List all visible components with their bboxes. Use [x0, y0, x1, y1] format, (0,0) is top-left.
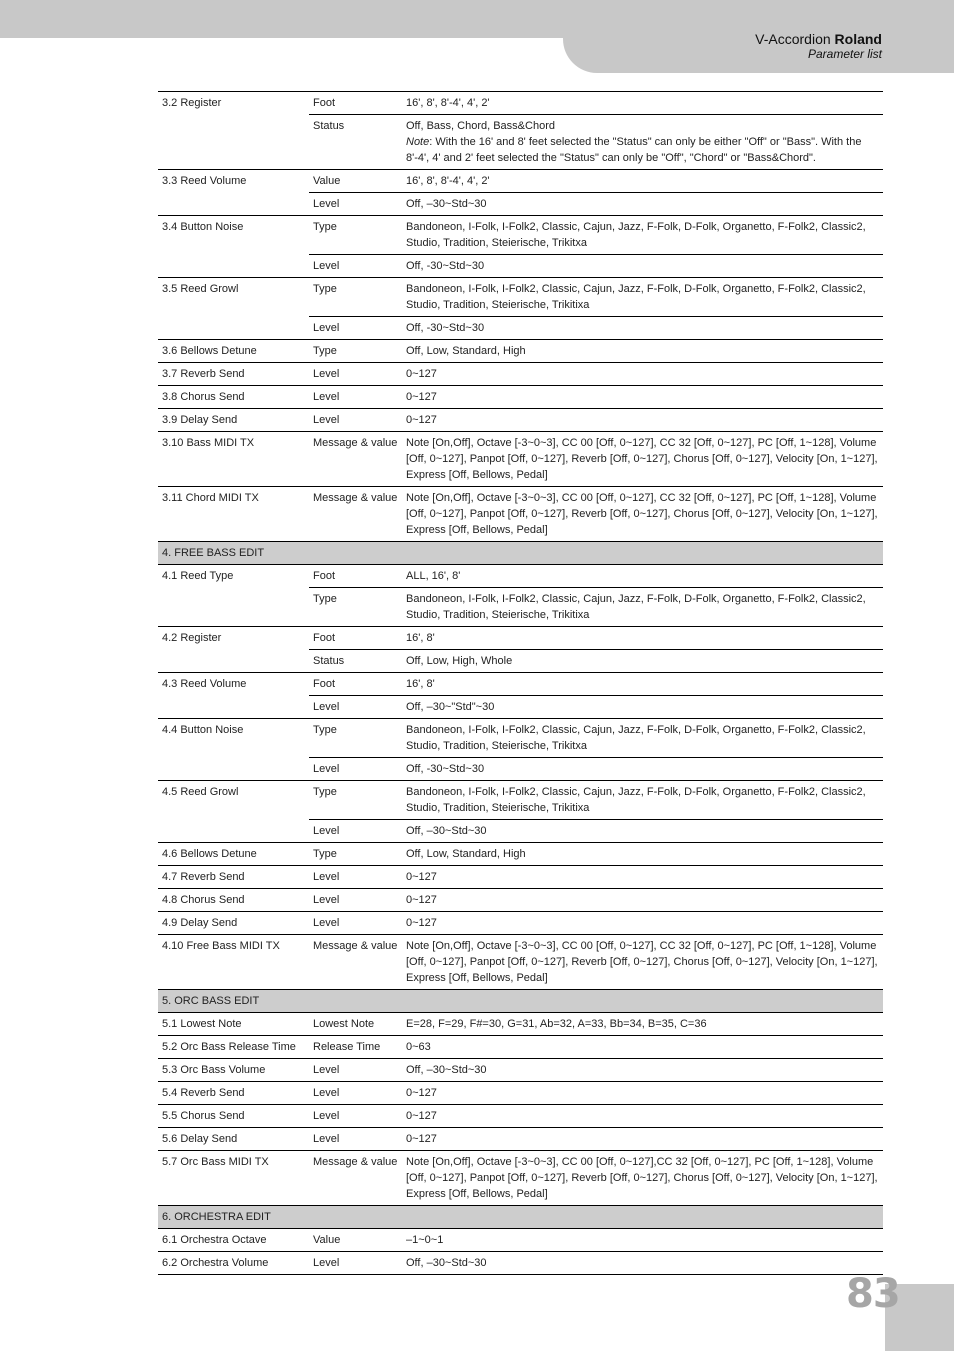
parameter-values-cell: Off, –30~Std~30 [402, 1252, 883, 1275]
parameter-field-cell: Level [309, 386, 402, 409]
table-row [158, 317, 883, 340]
parameter-name-cell: 4.7 Reverb Send [158, 866, 309, 889]
parameter-values-cell: Bandoneon, I-Folk, I-Folk2, Classic, Cajun, Jazz, F-Folk, D-Folk, Organetto, F-Folk2, Classic2, Studio, Tradition, Steierische, Trikitixa [402, 781, 883, 820]
parameter-values-cell: Off, –30~"Std"~30 [402, 696, 883, 719]
parameter-table-body [158, 92, 883, 1275]
parameter-name-cell [158, 588, 309, 627]
parameter-name-cell: 3.3 Reed Volume [158, 170, 309, 193]
parameter-field-cell: Type [309, 781, 402, 820]
brand-logo: Roland [834, 31, 882, 47]
parameter-field-cell: Type [309, 340, 402, 363]
parameter-values-cell: E=28, F=29, F#=30, G=31, Ab=32, A=33, Bb=34, B=35, C=36 [402, 1013, 883, 1036]
section-title: 6. ORCHESTRA EDIT [158, 1206, 883, 1229]
parameter-table [158, 91, 883, 1275]
parameter-field-cell: Foot [309, 627, 402, 650]
parameter-field-cell: Value [309, 170, 402, 193]
parameter-name-cell: 5.2 Orc Bass Release Time [158, 1036, 309, 1059]
table-row [158, 1013, 883, 1036]
parameter-field-cell: Foot [309, 92, 402, 115]
parameter-values-cell: ALL, 16', 8' [402, 565, 883, 588]
table-row [158, 843, 883, 866]
parameter-values-cell: 0~127 [402, 866, 883, 889]
parameter-name-cell: 4.2 Register [158, 627, 309, 650]
page-number: 83 [846, 1271, 900, 1317]
parameter-values-cell: 0~127 [402, 889, 883, 912]
table-row [158, 92, 883, 115]
table-row [158, 588, 883, 627]
parameter-field-cell: Level [309, 1252, 402, 1275]
table-row [158, 719, 883, 758]
parameter-values-cell: Off, -30~Std~30 [402, 758, 883, 781]
table-row [158, 216, 883, 255]
section-title: 4. FREE BASS EDIT [158, 542, 883, 565]
parameter-name-cell: 4.8 Chorus Send [158, 889, 309, 912]
table-row [158, 432, 883, 487]
parameter-values-cell: Off, -30~Std~30 [402, 255, 883, 278]
parameter-field-cell: Type [309, 719, 402, 758]
table-row [158, 1128, 883, 1151]
table-row [158, 1105, 883, 1128]
table-row [158, 696, 883, 719]
parameter-name-cell [158, 820, 309, 843]
parameter-name-cell: 3.2 Register [158, 92, 309, 115]
parameter-values-cell: Note [On,Off], Octave [-3~0~3], CC 00 [Off, 0~127], CC 32 [Off, 0~127], PC [Off, 1~128], Volume [Off, 0~127], Panpot [Off, 0~127], Reverb [Off, 0~127], Chorus [Off, 0~127], Velocity [On, 1~127], Express [Off, Bellows, Pedal] [402, 935, 883, 990]
parameter-values-cell: 0~127 [402, 386, 883, 409]
parameter-field-cell: Level [309, 409, 402, 432]
table-row [158, 115, 883, 170]
parameter-name-cell: 4.5 Reed Growl [158, 781, 309, 820]
parameter-values-cell: 16', 8', 8'-4', 4', 2' [402, 170, 883, 193]
table-row [158, 487, 883, 542]
table-row [158, 935, 883, 990]
parameter-field-cell: Release Time [309, 1036, 402, 1059]
parameter-name-cell: 6.2 Orchestra Volume [158, 1252, 309, 1275]
parameter-values-cell: 0~127 [402, 409, 883, 432]
parameter-name-cell: 6.1 Orchestra Octave [158, 1229, 309, 1252]
parameter-field-cell: Level [309, 255, 402, 278]
parameter-field-cell: Message & value [309, 1151, 402, 1206]
parameter-field-cell: Type [309, 843, 402, 866]
parameter-values-cell: Note [On,Off], Octave [-3~0~3], CC 00 [Off, 0~127], CC 32 [Off, 0~127], PC [Off, 1~128], Volume [Off, 0~127], Panpot [Off, 0~127], Reverb [Off, 0~127], Chorus [Off, 0~127], Velocity [On, 1~127], Express [Off, Bellows, Pedal] [402, 487, 883, 542]
parameter-name-cell [158, 696, 309, 719]
table-row [158, 386, 883, 409]
parameter-field-cell: Level [309, 889, 402, 912]
table-row [158, 1151, 883, 1206]
note-label: Note [406, 136, 430, 148]
parameter-values-cell: Note [On,Off], Octave [-3~0~3], CC 00 [Off, 0~127],CC 32 [Off, 0~127], PC [Off, 1~128], Volume [Off, 0~127], Panpot [Off, 0~127], Reverb [Off, 0~127], Chorus [Off, 0~127], Velocity [On, 1~127], Express [Off, Bellows, Pedal] [402, 1151, 883, 1206]
parameter-name-cell [158, 255, 309, 278]
note-text [406, 134, 879, 166]
section-title: 5. ORC BASS EDIT [158, 990, 883, 1013]
parameter-field-cell: Level [309, 317, 402, 340]
parameter-name-cell: 4.4 Button Noise [158, 719, 309, 758]
parameter-values-cell: 0~127 [402, 363, 883, 386]
parameter-name-cell: 3.9 Delay Send [158, 409, 309, 432]
parameter-values-cell [402, 115, 883, 170]
parameter-name-cell: 3.11 Chord MIDI TX [158, 487, 309, 542]
parameter-name-cell: 4.9 Delay Send [158, 912, 309, 935]
table-row [158, 758, 883, 781]
table-row [158, 866, 883, 889]
parameter-field-cell: Level [309, 866, 402, 889]
parameter-field-cell: Foot [309, 565, 402, 588]
parameter-values-text: Off, Bass, Chord, Bass&Chord [406, 120, 555, 132]
parameter-values-cell: Off, Low, Standard, High [402, 843, 883, 866]
parameter-field-cell: Message & value [309, 432, 402, 487]
table-row [158, 627, 883, 650]
table-row [158, 1229, 883, 1252]
parameter-name-cell: 5.5 Chorus Send [158, 1105, 309, 1128]
parameter-values-cell: 0~127 [402, 1105, 883, 1128]
parameter-field-cell: Level [309, 1128, 402, 1151]
parameter-field-cell: Type [309, 588, 402, 627]
parameter-field-cell: Level [309, 758, 402, 781]
section-header-row [158, 990, 883, 1013]
table-row [158, 1082, 883, 1105]
table-row [158, 278, 883, 317]
parameter-field-cell: Status [309, 115, 402, 170]
parameter-name-cell [158, 115, 309, 170]
parameter-name-cell: 3.10 Bass MIDI TX [158, 432, 309, 487]
parameter-values-cell: 0~127 [402, 1082, 883, 1105]
table-row [158, 650, 883, 673]
parameter-name-cell: 4.3 Reed Volume [158, 673, 309, 696]
parameter-field-cell: Level [309, 912, 402, 935]
parameter-values-cell: Off, –30~Std~30 [402, 193, 883, 216]
table-row [158, 170, 883, 193]
section-header-row [158, 542, 883, 565]
parameter-name-cell: 4.6 Bellows Detune [158, 843, 309, 866]
parameter-values-cell: Off, Low, Standard, High [402, 340, 883, 363]
parameter-name-cell [158, 193, 309, 216]
parameter-field-cell: Lowest Note [309, 1013, 402, 1036]
table-row [158, 255, 883, 278]
parameter-field-cell: Type [309, 278, 402, 317]
parameter-name-cell: 5.6 Delay Send [158, 1128, 309, 1151]
parameter-values-cell: 16', 8' [402, 673, 883, 696]
parameter-field-cell: Level [309, 1059, 402, 1082]
parameter-field-cell: Value [309, 1229, 402, 1252]
parameter-values-cell: –1~0~1 [402, 1229, 883, 1252]
header-subtitle: Parameter list [807, 47, 882, 61]
table-row [158, 1252, 883, 1275]
parameter-values-cell: Bandoneon, I-Folk, I-Folk2, Classic, Cajun, Jazz, F-Folk, D-Folk, Organetto, F-Folk2, Classic2, Studio, Tradition, Steierische, Trikitxa [402, 216, 883, 255]
product-name: V-Accordion [755, 31, 831, 47]
table-row [158, 1036, 883, 1059]
parameter-field-cell: Foot [309, 673, 402, 696]
parameter-values-cell: Off, –30~Std~30 [402, 1059, 883, 1082]
table-row [158, 781, 883, 820]
parameter-name-cell: 5.7 Orc Bass MIDI TX [158, 1151, 309, 1206]
parameter-name-cell: 3.5 Reed Growl [158, 278, 309, 317]
parameter-name-cell [158, 317, 309, 340]
parameter-name-cell [158, 758, 309, 781]
parameter-field-cell: Type [309, 216, 402, 255]
table-row [158, 889, 883, 912]
parameter-name-cell: 5.1 Lowest Note [158, 1013, 309, 1036]
table-row [158, 912, 883, 935]
table-row [158, 409, 883, 432]
parameter-field-cell: Message & value [309, 935, 402, 990]
header-brand [755, 31, 882, 47]
parameter-field-cell: Status [309, 650, 402, 673]
parameter-field-cell: Level [309, 1082, 402, 1105]
parameter-field-cell: Level [309, 696, 402, 719]
parameter-values-cell: Bandoneon, I-Folk, I-Folk2, Classic, Cajun, Jazz, F-Folk, D-Folk, Organetto, F-Folk2, Classic2, Studio, Tradition, Steierische, Trikitixa [402, 278, 883, 317]
table-row [158, 673, 883, 696]
table-row [158, 363, 883, 386]
parameter-values-cell: 16', 8', 8'-4', 4', 2' [402, 92, 883, 115]
parameter-name-cell: 3.8 Chorus Send [158, 386, 309, 409]
parameter-name-cell [158, 650, 309, 673]
parameter-values-cell: Bandoneon, I-Folk, I-Folk2, Classic, Cajun, Jazz, F-Folk, D-Folk, Organetto, F-Folk2, Classic2, Studio, Tradition, Steierische, Trikitxa [402, 719, 883, 758]
parameter-name-cell: 3.4 Button Noise [158, 216, 309, 255]
parameter-name-cell: 5.4 Reverb Send [158, 1082, 309, 1105]
parameter-values-cell: 0~127 [402, 1128, 883, 1151]
parameter-values-cell: Off, Low, High, Whole [402, 650, 883, 673]
parameter-values-cell: 16', 8' [402, 627, 883, 650]
table-row [158, 340, 883, 363]
section-header-row [158, 1206, 883, 1229]
parameter-field-cell: Level [309, 193, 402, 216]
parameter-name-cell: 3.7 Reverb Send [158, 363, 309, 386]
parameter-name-cell: 4.10 Free Bass MIDI TX [158, 935, 309, 990]
parameter-values-cell: 0~127 [402, 912, 883, 935]
parameter-values-cell: Note [On,Off], Octave [-3~0~3], CC 00 [Off, 0~127], CC 32 [Off, 0~127], PC [Off, 1~128], Volume [Off, 0~127], Panpot [Off, 0~127], Reverb [Off, 0~127], Chorus [Off, 0~127], Velocity [On, 1~127], Express [Off, Bellows, Pedal] [402, 432, 883, 487]
parameter-field-cell: Message & value [309, 487, 402, 542]
parameter-field-cell: Level [309, 1105, 402, 1128]
parameter-values-cell: 0~63 [402, 1036, 883, 1059]
parameter-field-cell: Level [309, 363, 402, 386]
parameter-name-cell: 4.1 Reed Type [158, 565, 309, 588]
parameter-values-cell: Off, –30~Std~30 [402, 820, 883, 843]
table-row [158, 1059, 883, 1082]
table-row [158, 193, 883, 216]
parameter-values-cell: Off, -30~Std~30 [402, 317, 883, 340]
parameter-field-cell: Level [309, 820, 402, 843]
parameter-values-cell: Bandoneon, I-Folk, I-Folk2, Classic, Cajun, Jazz, F-Folk, D-Folk, Organetto, F-Folk2, Classic2, Studio, Tradition, Steierische, Trikitixa [402, 588, 883, 627]
note-body: : With the 16' and 8' feet selected the "Status" can only be either "Off" or "Bass". With the 8'-4', 4' and 2' feet selected the "Status" can only be "Off", "Chord" or "Bass&Chord". [406, 136, 862, 164]
parameter-name-cell: 5.3 Orc Bass Volume [158, 1059, 309, 1082]
table-row [158, 820, 883, 843]
parameter-name-cell: 3.6 Bellows Detune [158, 340, 309, 363]
table-row [158, 565, 883, 588]
